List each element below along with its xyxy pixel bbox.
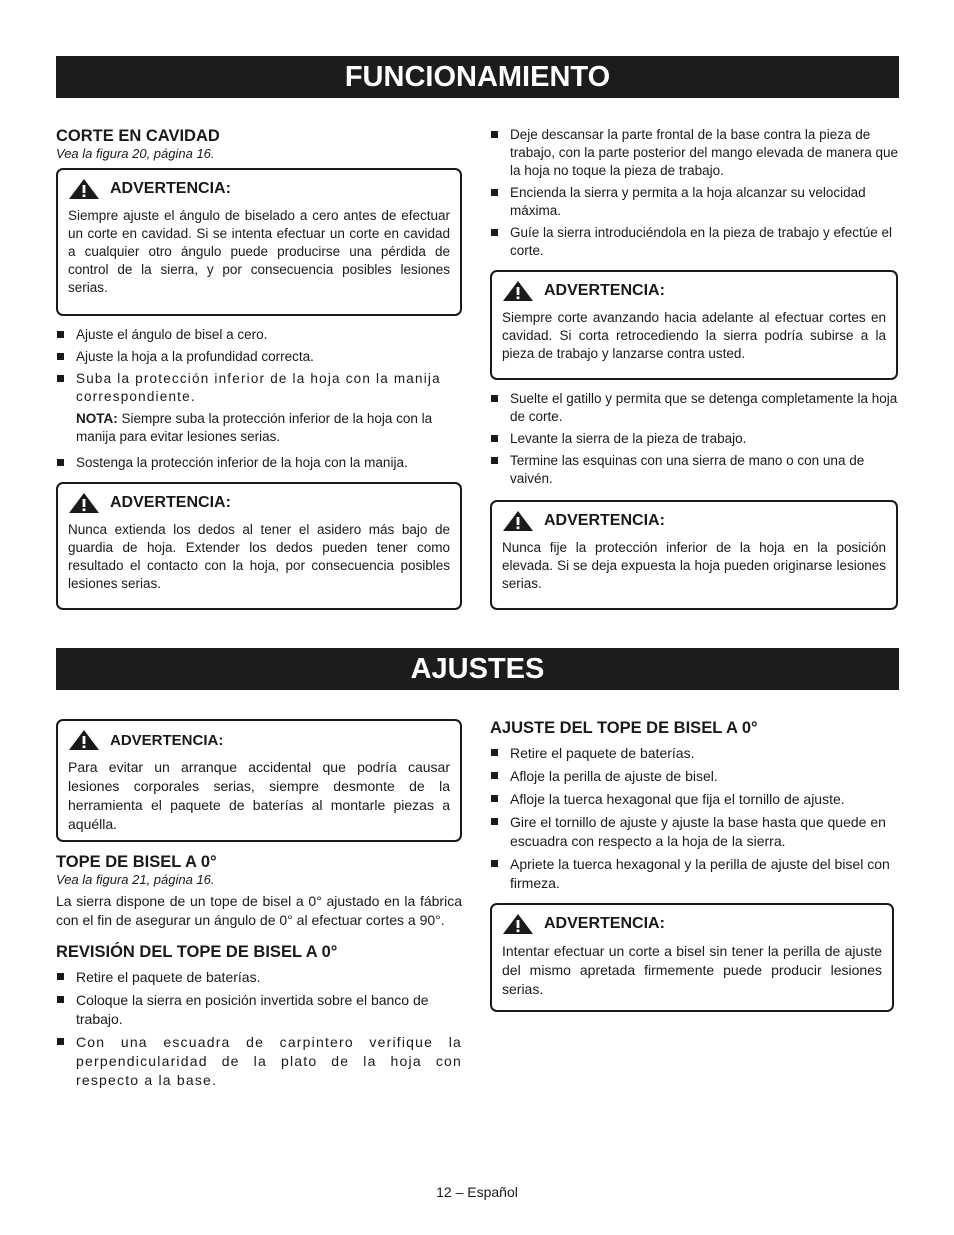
warning-text: Intentar efectuar un corte a bisel sin tener la perilla de ajuste del mismo apretada firmemente puede producir lesiones serias.: [502, 943, 882, 997]
list-item: Guíe la sierra introduciéndola en la pieza de trabajo y efectúe el corte.: [490, 224, 898, 260]
section-banner-ajustes: AJUSTES: [56, 648, 899, 690]
warning-text: Nunca fije la protección inferior de la hoja en la posición elevada. Si se deja expuesta la hoja pueden originarse lesiones serias.: [502, 540, 886, 591]
warning-title: ADVERTENCIA:: [110, 494, 231, 511]
figure-reference: Vea la figura 21, página 16.: [56, 872, 215, 887]
list-item: Afloje la tuerca hexagonal que fija el tornillo de ajuste.: [490, 790, 898, 809]
warning-triangle-icon: [502, 510, 534, 532]
list-item: Afloje la perilla de ajuste de bisel.: [490, 767, 898, 786]
list-item: Levante la sierra de la pieza de trabajo.: [490, 430, 898, 448]
warning-box: [490, 270, 898, 380]
warning-triangle-icon: [68, 492, 100, 514]
warning-title: ADVERTENCIA:: [544, 915, 665, 932]
list-item: Termine las esquinas con una sierra de mano o con una de vaivén.: [490, 452, 898, 488]
bullet-list: [490, 390, 898, 488]
warning-text: Para evitar un arranque accidental que podría causar lesiones corporales serias, siempre desmonte de la herramienta el paquete de baterías al montarle piezas a aquélla.: [68, 759, 450, 832]
warning-triangle-icon: [68, 729, 100, 751]
paragraph: La sierra dispone de un tope de bisel a 0° ajustado en la fábrica con el fin de asegurar un ángulo de 0° al efectuar cortes a 90°.: [56, 893, 462, 928]
warning-text: Nunca extienda los dedos al tener el asidero más bajo de guardia de hoja. Extender los dedos pueden tener como resultado el contacto con la hoja, por consecuencia posibles lesiones serias.: [68, 522, 450, 591]
list-item: Con una escuadra de carpintero verifique la perpendicularidad de la plato de la hoja con respecto a la base.: [56, 1033, 462, 1090]
list-item: Coloque la sierra en posición invertida sobre el banco de trabajo.: [56, 991, 462, 1029]
warning-box: [56, 719, 462, 842]
bullet-list: [490, 744, 898, 893]
warning-box: [490, 903, 894, 1012]
list-item: Suelte el gatillo y permita que se detenga completamente la hoja de corte.: [490, 390, 898, 426]
ajustes-column-left: [56, 719, 462, 1094]
page-footer: 12 – Español: [436, 1184, 518, 1200]
warning-box: [56, 168, 462, 316]
list-item: Ajuste el ángulo de bisel a cero.: [56, 326, 462, 344]
list-item: Ajuste la hoja a la profundidad correcta.: [56, 348, 462, 366]
bullet-list: [56, 326, 462, 406]
corte-column-left: [56, 126, 462, 610]
list-item: Suba la protección inferior de la hoja con la manija correspondiente.: [56, 370, 462, 406]
warning-text: Siempre ajuste el ángulo de biselado a cero antes de efectuar un corte en cavidad. Si se intenta efectuar un corte en cavidad a cualquier otro ángulo puede producirse una pérdida de control de la sierra, y por consecuencia posibles lesiones serias.: [68, 208, 450, 295]
section-heading: REVISIÓN DEL TOPE DE BISEL A 0°: [56, 943, 338, 961]
list-item: Deje descansar la parte frontal de la base contra la pieza de trabajo, con la parte posterior del mango elevada de manera que la hoja no toque la pieza de trabajo.: [490, 126, 898, 180]
note-text: Siempre suba la protección inferior de la hoja con la manija para evitar lesiones serias.: [76, 411, 433, 444]
warning-triangle-icon: [502, 280, 534, 302]
corte-column-right: [490, 126, 898, 610]
note: [56, 410, 462, 446]
bullet-list: [56, 454, 462, 472]
list-item: Retire el paquete de baterías.: [490, 744, 898, 763]
list-item: Gire el tornillo de ajuste y ajuste la base hasta que quede en escuadra con respecto a la hoja de la sierra.: [490, 813, 898, 851]
list-item: Apriete la tuerca hexagonal y la perilla de ajuste del bisel con firmeza.: [490, 855, 898, 893]
warning-text: Siempre corte avanzando hacia adelante al efectuar cortes en cavidad. Si corta retrocediendo la sierra podría subirse a la pieza de trabajo y lanzarse contra usted.: [502, 310, 886, 361]
warning-title: ADVERTENCIA:: [110, 180, 231, 197]
warning-title: ADVERTENCIA:: [544, 282, 665, 299]
warning-box: [490, 500, 898, 610]
section-banner-funcionamiento: FUNCIONAMIENTO: [56, 56, 899, 98]
list-item: Sostenga la protección inferior de la hoja con la manija.: [56, 454, 462, 472]
warning-title: ADVERTENCIA:: [110, 731, 224, 749]
ajustes-column-right: [490, 718, 898, 1012]
warning-title: ADVERTENCIA:: [544, 512, 665, 529]
section-heading: TOPE DE BISEL A 0°: [56, 853, 217, 871]
warning-triangle-icon: [68, 178, 100, 200]
bullet-list: [490, 126, 898, 260]
warning-box: [56, 482, 462, 610]
bullet-list: [56, 968, 462, 1090]
list-item: Retire el paquete de baterías.: [56, 968, 462, 987]
warning-triangle-icon: [502, 913, 534, 935]
figure-reference: Vea la figura 20, página 16.: [56, 146, 215, 161]
list-item: Encienda la sierra y permita a la hoja alcanzar su velocidad máxima.: [490, 184, 898, 220]
note-label: NOTA:: [76, 411, 118, 426]
section-heading: AJUSTE DEL TOPE DE BISEL A 0°: [490, 719, 758, 737]
section-heading: CORTE EN CAVIDAD: [56, 127, 220, 145]
